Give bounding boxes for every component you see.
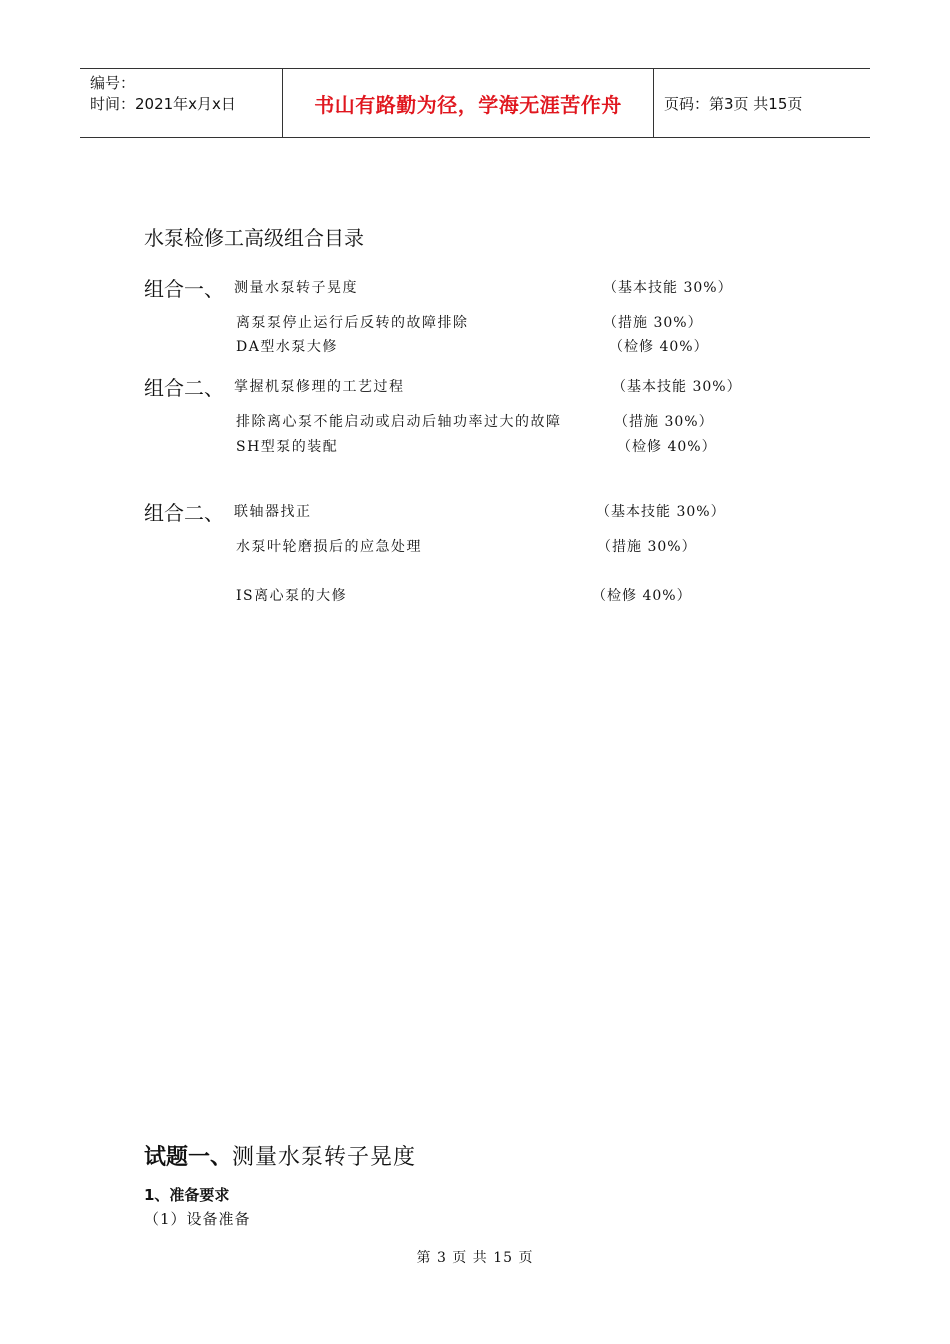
page-header — [80, 68, 870, 138]
group-1-item-3-weight: （检修 40%） — [609, 339, 709, 355]
question-prefix: 试题一、 — [144, 1145, 233, 1170]
question-title — [144, 1140, 416, 1171]
group-2-item-1: 掌握机泵修理的工艺过程 — [234, 379, 405, 395]
catalog-title: 水泵检修工高级组合目录 — [144, 226, 364, 250]
header-motto: 书山有路勤为径，学海无涯苦作舟 — [314, 92, 622, 117]
group-3-item-1: 联轴器找正 — [234, 504, 312, 520]
page-footer: 第 3 页 共 15 页 — [416, 1250, 534, 1266]
group-1-label: 组合一、 — [144, 277, 224, 301]
header-meta — [80, 69, 282, 137]
header-page-cell — [654, 69, 870, 137]
section-heading: 1、准备要求 — [144, 1186, 230, 1204]
group-2-item-3-weight: （检修 40%） — [617, 439, 717, 455]
group-3-item-2: 水泵叶轮磨损后的应急处理 — [236, 539, 422, 555]
header-page-number: 页码：第3页 共15页 — [664, 94, 803, 113]
group-2-item-3: SH型泵的装配 — [236, 439, 339, 455]
group-3-item-1-weight: （基本技能 30%） — [596, 504, 726, 520]
group-2-item-1-weight: （基本技能 30%） — [612, 379, 742, 395]
group-1-item-3: DA型水泵大修 — [236, 339, 338, 355]
document-date: 时间：2021年x月x日 — [90, 95, 236, 113]
group-3-label: 组合二、 — [144, 501, 224, 525]
group-2-item-2: 排除离心泵不能启动或启动后轴功率过大的故障 — [236, 414, 562, 430]
group-3-item-3-weight: （检修 40%） — [592, 588, 692, 604]
group-1-item-2-weight: （措施 30%） — [603, 315, 703, 331]
subsection-heading: （1）设备准备 — [144, 1210, 251, 1228]
group-2-label: 组合二、 — [144, 376, 224, 400]
group-1-item-2: 离泵泵停止运行后反转的故障排除 — [236, 315, 469, 331]
header-motto-cell — [282, 69, 654, 137]
question-title-text: 测量水泵转子晃度 — [232, 1145, 417, 1170]
group-2-item-2-weight: （措施 30%） — [614, 414, 714, 430]
group-3-item-3: IS离心泵的大修 — [236, 588, 348, 604]
document-number-label: 编号： — [90, 74, 136, 92]
group-1-item-1-weight: （基本技能 30%） — [603, 280, 733, 296]
group-1-item-1: 测量水泵转子晃度 — [234, 280, 358, 296]
group-3-item-2-weight: （措施 30%） — [597, 539, 697, 555]
